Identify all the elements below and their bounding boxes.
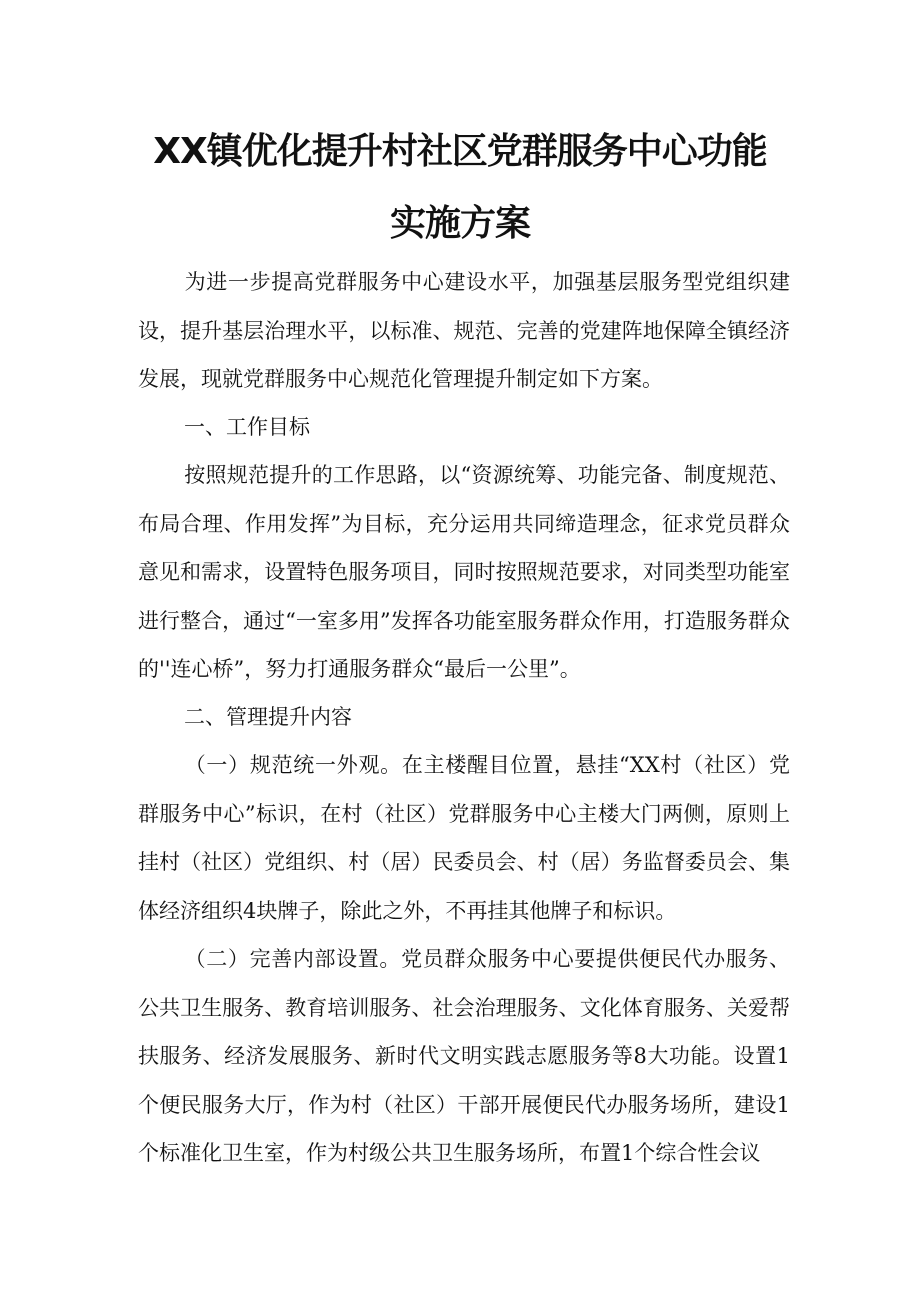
item-2-paragraph [138, 935, 790, 1178]
document-title-line-2: 实施方案 [389, 203, 530, 244]
item-1-text: （一）规范统一外观。在主楼醒目位置，悬挂“XX村（社区）党群服务中心”标识，在村（社区）党群服务中心主楼大门两侧，原则上挂村（社区）党组织、村（居）民委员会、村（居）务监督委员会、集体经济组织4块牌子，除此之外，不再挂其他牌子和标识。 [138, 753, 790, 923]
section-2-heading-text: 二、管理提升内容 [184, 705, 352, 729]
section-1-heading-text: 一、工作目标 [184, 415, 310, 439]
section-1-text: 按照规范提升的工作思路，以“资源统筹、功能完备、制度规范、布局合理、作用发挥”为目标，充分运用共同缔造理念，征求党员群众意见和需求，设置特色服务项目，同时按照规范要求，对同类型功能室进行整合，通过“一室多用”发挥各功能室服务群众作用，打造服务群众的''连心桥”，努力打通服务群众“最后一公里”。 [138, 463, 790, 681]
item-2-text: （二）完善内部设置。党员群众服务中心要提供便民代办服务、公共卫生服务、教育培训服务、社会治理服务、文化体育服务、关爱帮扶服务、经济发展服务、新时代文明实践志愿服务等8大功能。设置1个便民服务大厅，作为村（社区）干部开展便民代办服务场所，建设1个标准化卫生室，作为村级公共卫生服务场所，布置1个综合性会议 [138, 947, 790, 1165]
item-1-paragraph [138, 741, 790, 935]
document-title-line-1: XX镇优化提升村社区党群服务中心功能 [153, 131, 767, 172]
intro-text: 为进一步提高党群服务中心建设水平，加强基层服务型党组织建设，提升基层治理水平，以标准、规范、完善的党建阵地保障全镇经济发展，现就党群服务中心规范化管理提升制定如下方案。 [138, 270, 790, 391]
section-2-heading [138, 693, 790, 742]
intro-paragraph [138, 258, 790, 404]
section-1-heading [138, 403, 790, 452]
section-1-paragraph [138, 451, 790, 694]
